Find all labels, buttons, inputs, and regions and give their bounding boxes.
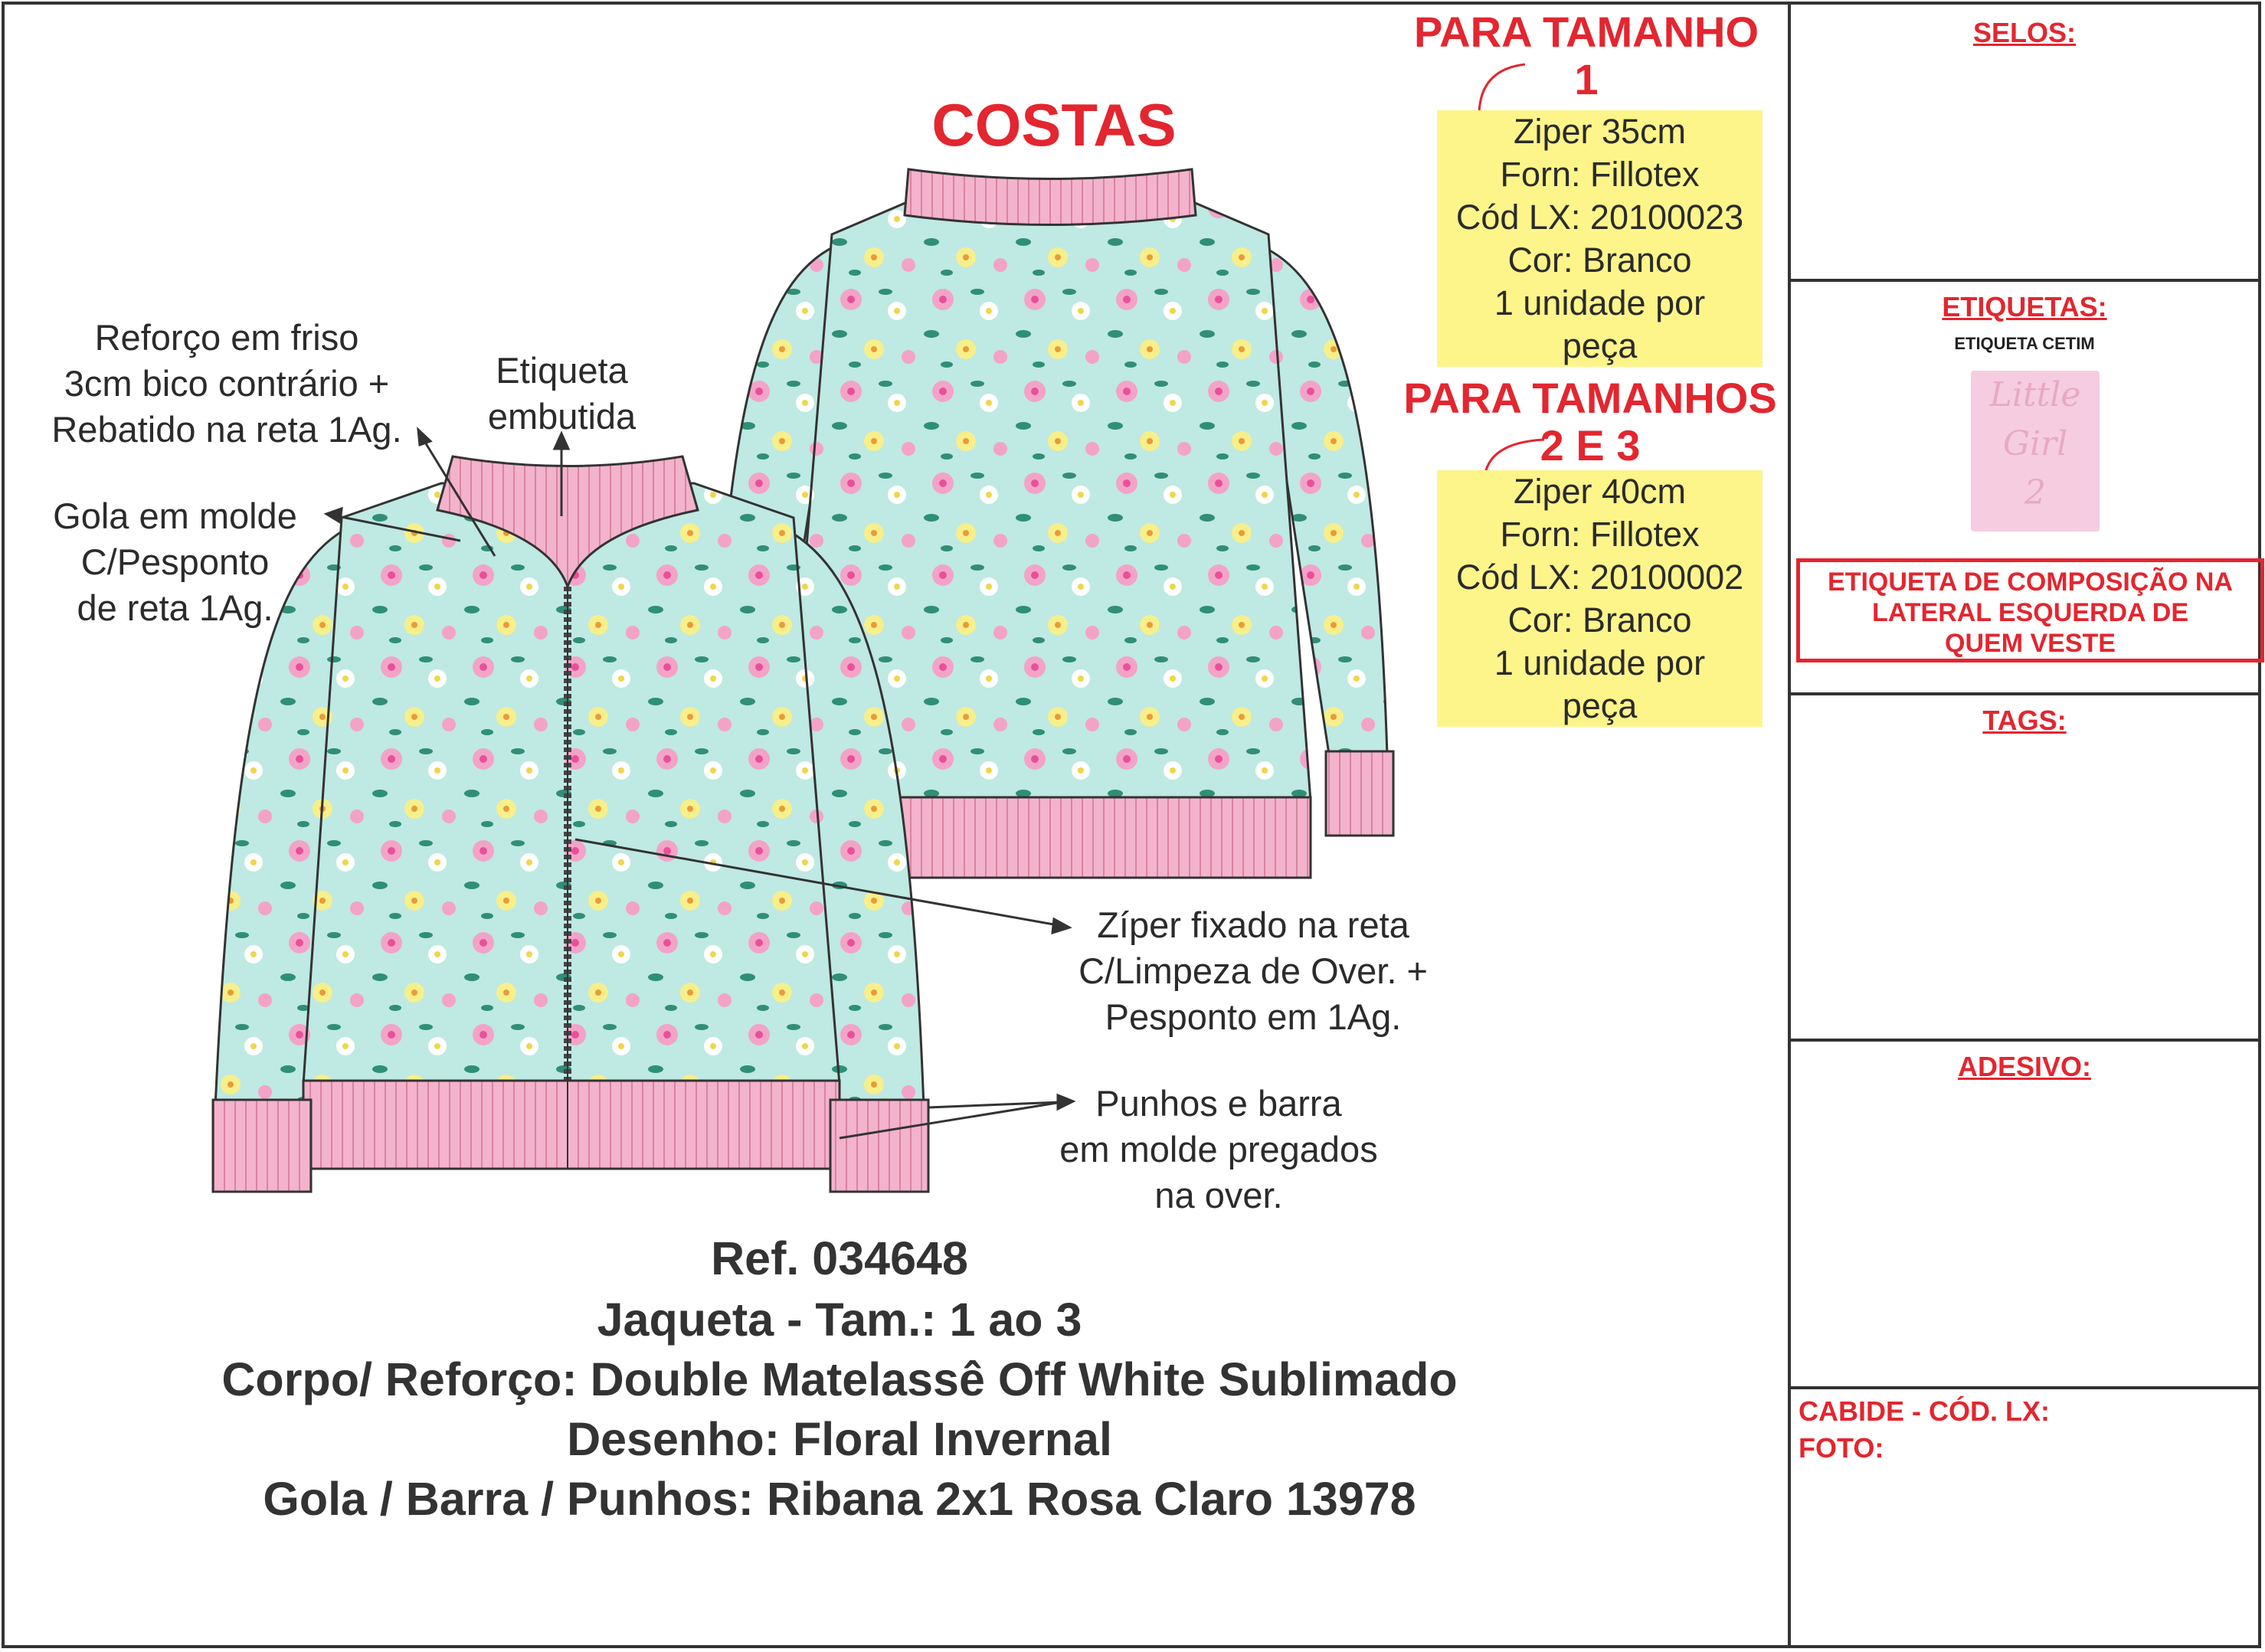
spec-body: Corpo/ Reforço: Double Matelassê Off White Sublimado	[221, 1353, 1458, 1405]
annotation-punhos: Punhos e barra em molde pregados na over.	[1059, 1083, 1378, 1215]
front-right-cuff	[830, 1100, 928, 1192]
foto-title: FOTO:	[1799, 1432, 1884, 1464]
section-selos	[1791, 5, 2258, 282]
adesivo-title: ADESIVO:	[1957, 1051, 2092, 1082]
section-adesivo	[1791, 1039, 2258, 1389]
cabide-title: CABIDE - CÓD. LX:	[1799, 1395, 2050, 1427]
annotation-reforco: Reforço em friso 3cm bico contrário + Rebatido na reta 1Ag.	[51, 317, 402, 450]
selos-title: SELOS:	[1972, 17, 2076, 48]
back-collar	[905, 169, 1196, 225]
label-line-1: Little	[1989, 375, 2081, 414]
size23-title: PARA TAMANHOS 2 E 3	[1403, 374, 1777, 469]
satin-label-swatch	[1971, 371, 2100, 532]
annotation-etiqueta: Etiqueta embutida	[487, 350, 637, 437]
back-view-title: COSTAS	[931, 91, 1177, 159]
zipper-note-size1: Ziper 35cm Forn: Fillotex Cód LX: 20100023 Cor: Branco 1 unidade por peça	[1437, 110, 1763, 367]
size1-title: PARA TAMANHO 1	[1413, 8, 1759, 103]
front-left-cuff	[213, 1100, 311, 1192]
spec-product: Jaqueta - Tam.: 1 ao 3	[597, 1294, 1082, 1346]
label-line-2: Girl	[2002, 424, 2068, 463]
main-area	[5, 5, 1788, 1645]
spec-ref: Ref. 034648	[711, 1232, 968, 1284]
etiquetas-title: ETIQUETAS:	[1942, 291, 2107, 322]
spec-design: Desenho: Floral Invernal	[567, 1413, 1112, 1465]
back-right-cuff	[1326, 751, 1393, 836]
composition-label-note: ETIQUETA DE COMPOSIÇÃO NA LATERAL ESQUERDA DE QUEM VESTE	[1796, 558, 2264, 662]
tags-title: TAGS:	[1982, 705, 2067, 736]
tech-sheet	[2, 2, 2261, 1648]
annotation-gola: Gola em molde C/Pesponto de reta 1Ag.	[53, 496, 297, 628]
zipper-note-size23: Ziper 40cm Forn: Fillotex Cód LX: 20100002 Cor: Branco 1 unidade por peça	[1437, 470, 1763, 727]
sidebar	[1788, 5, 2258, 1645]
annotation-ziper: Zíper fixado na reta C/Limpeza de Over. + Pesponto em 1Ag.	[1078, 905, 1428, 1037]
section-cabide	[1791, 1386, 2258, 1648]
spec-trims: Gola / Barra / Punhos: Ribana 2x1 Rosa Claro 13978	[263, 1473, 1416, 1525]
front-hem-band	[303, 1081, 840, 1169]
section-tags	[1791, 692, 2258, 1042]
etiqueta-cetim-label: ETIQUETA CETIM	[1954, 334, 2095, 353]
section-etiquetas	[1791, 279, 2258, 695]
label-line-3: 2	[2024, 473, 2046, 512]
